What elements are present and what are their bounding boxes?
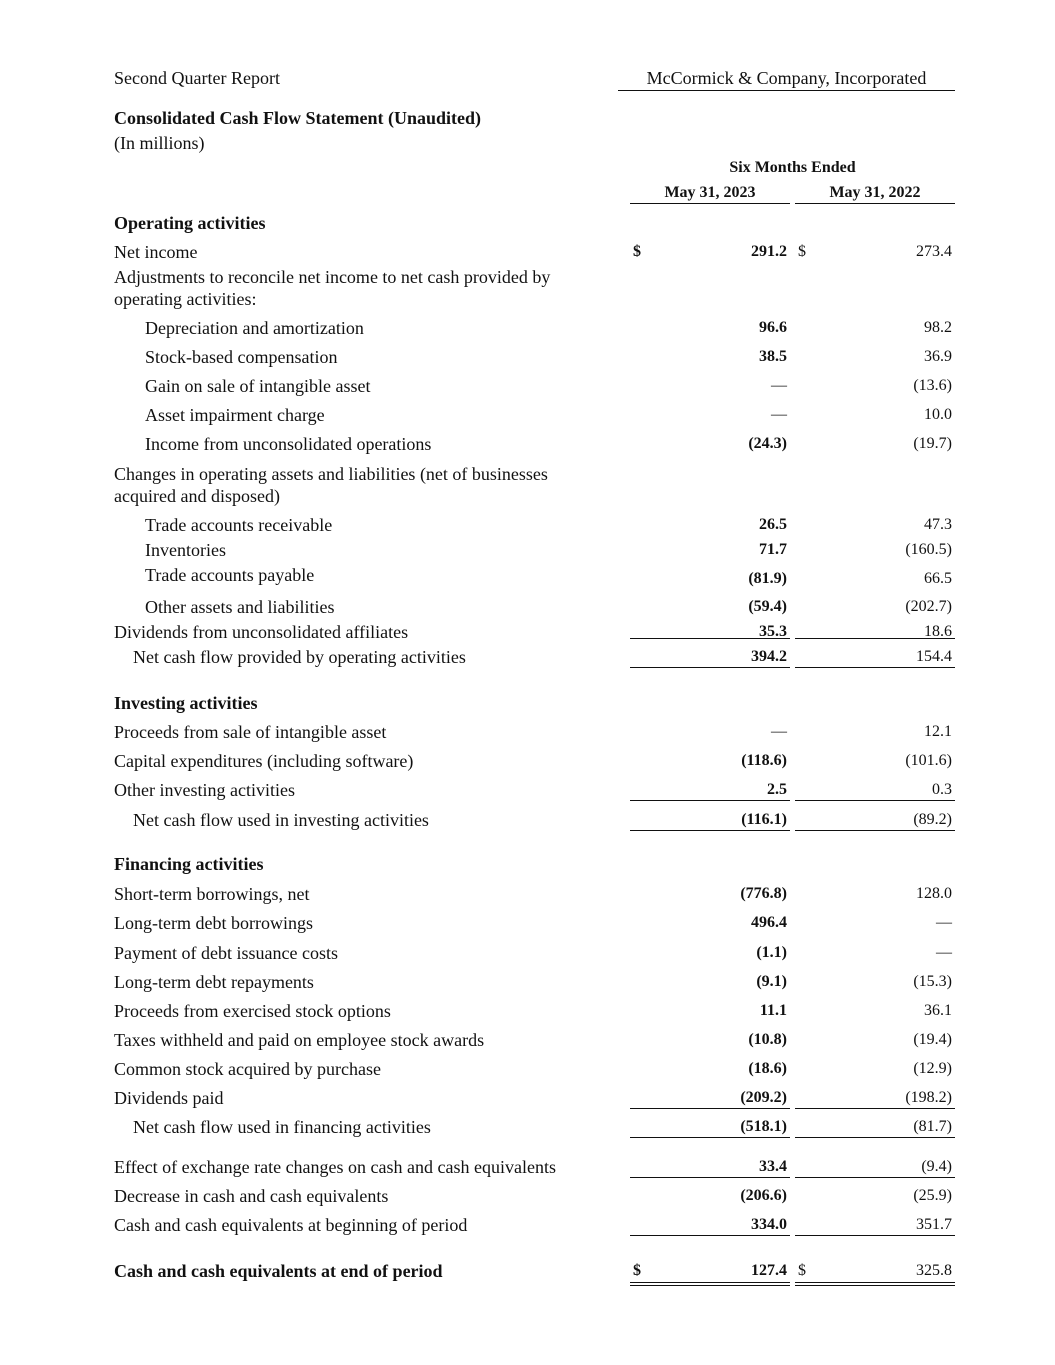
value-2023 — [630, 514, 790, 538]
value-2023 — [630, 375, 790, 399]
amount: (25.9) — [913, 1187, 952, 1204]
value-2022 — [795, 721, 955, 745]
row-label: Common stock acquired by purchase — [114, 1059, 381, 1079]
amount: (13.6) — [913, 377, 952, 394]
row-label: Gain on sale of intangible asset — [145, 376, 371, 396]
amount: 128.0 — [916, 885, 952, 902]
column-header-2023: May 31, 2023 — [630, 184, 790, 204]
value-2023 — [630, 1260, 790, 1286]
value-2022 — [795, 971, 955, 995]
row-stock-options — [0, 1000, 1055, 1024]
statement-title: Consolidated Cash Flow Statement (Unaudited) — [114, 108, 482, 128]
row-changes-heading — [0, 463, 1055, 509]
value-2023 — [630, 1058, 790, 1082]
period-header: Six Months Ended — [729, 159, 856, 176]
amount: (19.4) — [913, 1031, 952, 1048]
row-label: Stock-based compensation — [145, 347, 338, 367]
row-operating-total — [0, 646, 1055, 670]
amount: 66.5 — [924, 570, 952, 587]
row-label: Income from unconsolidated operations — [145, 434, 432, 454]
row-label: Net cash flow used in financing activities — [133, 1117, 431, 1137]
amount: (518.1) — [740, 1118, 787, 1135]
amount: 127.4 — [751, 1262, 787, 1279]
dollar-sign: $ — [798, 243, 806, 260]
amount: 394.2 — [751, 648, 787, 665]
value-2022 — [795, 433, 955, 457]
amount: (118.6) — [741, 752, 787, 769]
row-depreciation — [0, 317, 1055, 341]
value-2022 — [795, 809, 955, 831]
row-label: Inventories — [145, 540, 226, 560]
section-investing — [0, 692, 1055, 716]
row-label: Other assets and liabilities — [145, 597, 335, 617]
row-label: Changes in operating assets and liabilities (net of businesses acquired and disposed) — [114, 464, 548, 506]
row-label: Taxes withheld and paid on employee stock awards — [114, 1030, 485, 1050]
amount: (9.1) — [756, 973, 787, 990]
row-issuance-costs — [0, 942, 1055, 966]
amount: (24.3) — [748, 435, 787, 452]
amount: 18.6 — [924, 623, 952, 640]
amount: 35.3 — [759, 623, 787, 640]
row-label: Decrease in cash and cash equivalents — [114, 1186, 389, 1206]
value-2023 — [630, 809, 790, 831]
row-label: Dividends paid — [114, 1088, 224, 1108]
statement-units: (In millions) — [114, 133, 205, 153]
amount: — — [771, 377, 787, 394]
value-2023 — [630, 1029, 790, 1053]
amount: (81.9) — [748, 570, 787, 587]
value-2023 — [630, 539, 790, 563]
value-2023 — [630, 596, 790, 620]
value-2023 — [630, 721, 790, 745]
section-operating — [0, 212, 1055, 236]
row-label: Net income — [114, 242, 198, 262]
amount: 2.5 — [767, 781, 787, 798]
row-lt-borrowings — [0, 912, 1055, 936]
row-label: Dividends from unconsolidated affiliates — [114, 622, 409, 642]
row-payable — [0, 564, 1055, 588]
amount: 47.3 — [924, 516, 952, 533]
amount: (206.6) — [740, 1187, 787, 1204]
value-2023 — [630, 750, 790, 774]
row-financing-total — [0, 1116, 1055, 1140]
value-2022 — [795, 404, 955, 428]
value-2023 — [630, 1000, 790, 1024]
amount: 334.0 — [751, 1216, 787, 1233]
value-2023 — [630, 241, 790, 265]
value-2023 — [630, 912, 790, 936]
amount: 351.7 — [916, 1216, 952, 1233]
row-label: Payment of debt issuance costs — [114, 943, 338, 963]
amount: (12.9) — [913, 1060, 952, 1077]
value-2022 — [795, 1087, 955, 1109]
value-2023 — [630, 971, 790, 995]
amount: (9.4) — [921, 1158, 952, 1175]
row-label: Effect of exchange rate changes on cash and cash equivalents — [114, 1157, 556, 1177]
section-heading: Financing activities — [114, 854, 264, 874]
row-label: Other investing activities — [114, 780, 295, 800]
amount: 291.2 — [751, 243, 787, 260]
row-label: Net cash flow used in investing activities — [133, 810, 429, 830]
report-header-left: Second Quarter Report — [114, 68, 280, 88]
value-2022 — [795, 1058, 955, 1082]
value-2022 — [795, 779, 955, 801]
amount: 98.2 — [924, 319, 952, 336]
amount: 36.1 — [924, 1002, 952, 1019]
value-2022 — [795, 1260, 955, 1286]
value-2023 — [630, 646, 790, 668]
amount: 10.0 — [924, 406, 952, 423]
row-cash-beginning — [0, 1214, 1055, 1238]
amount: (59.4) — [748, 598, 787, 615]
row-label: Short-term borrowings, net — [114, 884, 310, 904]
row-label: Adjustments to reconcile net income to net cash provided by operating activities: — [114, 267, 551, 309]
row-stock-compensation — [0, 346, 1055, 370]
value-2022 — [795, 646, 955, 668]
value-2022 — [795, 750, 955, 774]
row-cash-end — [0, 1260, 1055, 1284]
dollar-sign: $ — [633, 1262, 641, 1279]
row-adjustments-heading — [0, 266, 1055, 312]
amount: 33.4 — [759, 1158, 787, 1175]
value-2022 — [795, 568, 955, 592]
value-2023 — [630, 404, 790, 428]
amount: (202.7) — [905, 598, 952, 615]
report-header-company: McCormick & Company, Incorporated — [618, 68, 955, 91]
row-label: Depreciation and amortization — [145, 318, 364, 338]
row-fx-effect — [0, 1156, 1055, 1180]
value-2022 — [795, 942, 955, 966]
row-label: Long-term debt borrowings — [114, 913, 313, 933]
amount: (1.1) — [756, 944, 787, 961]
row-label: Capital expenditures (including software) — [114, 751, 414, 771]
row-gain-on-sale — [0, 375, 1055, 399]
value-2023 — [630, 1087, 790, 1109]
amount: (116.1) — [741, 811, 787, 828]
value-2022 — [795, 514, 955, 538]
column-header-2022: May 31, 2022 — [795, 184, 955, 204]
row-investing-total — [0, 809, 1055, 833]
amount: 325.8 — [916, 1262, 952, 1279]
amount: (160.5) — [905, 541, 952, 558]
row-taxes-withheld — [0, 1029, 1055, 1053]
value-2022 — [795, 317, 955, 341]
amount: 496.4 — [751, 914, 787, 931]
amount: (18.6) — [748, 1060, 787, 1077]
row-label: Trade accounts receivable — [145, 515, 333, 535]
amount: 38.5 — [759, 348, 787, 365]
amount: 26.5 — [759, 516, 787, 533]
amount: — — [936, 914, 952, 931]
value-2022 — [795, 1156, 955, 1178]
value-2023 — [630, 883, 790, 907]
value-2023 — [630, 568, 790, 592]
value-2022 — [795, 596, 955, 620]
row-other-assets — [0, 596, 1055, 620]
row-label: Cash and cash equivalents at beginning of period — [114, 1215, 468, 1235]
value-2022 — [795, 346, 955, 370]
amount: (101.6) — [905, 752, 952, 769]
value-2022 — [795, 1000, 955, 1024]
amount: — — [936, 944, 952, 961]
amount: 12.1 — [924, 723, 952, 740]
row-inventories — [0, 539, 1055, 563]
value-2022 — [795, 1214, 955, 1236]
row-impairment — [0, 404, 1055, 428]
amount: 36.9 — [924, 348, 952, 365]
value-2023 — [630, 1156, 790, 1178]
row-label: Cash and cash equivalents at end of period — [114, 1261, 443, 1281]
amount: (15.3) — [913, 973, 952, 990]
row-net-income — [0, 241, 1055, 265]
row-label: Trade accounts payable — [145, 565, 315, 585]
value-2022 — [795, 621, 955, 639]
amount: (776.8) — [740, 885, 787, 902]
row-label: Long-term debt repayments — [114, 972, 314, 992]
value-2023 — [630, 317, 790, 341]
amount: (10.8) — [748, 1031, 787, 1048]
row-unconsolidated-income — [0, 433, 1055, 457]
amount: (19.7) — [913, 435, 952, 452]
amount: — — [771, 406, 787, 423]
value-2022 — [795, 1185, 955, 1209]
dollar-sign: $ — [633, 243, 641, 260]
row-dividends-paid — [0, 1087, 1055, 1111]
value-2022 — [795, 912, 955, 936]
amount: — — [771, 723, 787, 740]
value-2023 — [630, 942, 790, 966]
value-2022 — [795, 539, 955, 563]
value-2023 — [630, 1214, 790, 1236]
value-2022 — [795, 1116, 955, 1138]
value-2022 — [795, 375, 955, 399]
row-dividends-affiliates — [0, 621, 1055, 645]
row-receivable — [0, 514, 1055, 538]
value-2022 — [795, 883, 955, 907]
amount: (209.2) — [740, 1089, 787, 1106]
value-2023 — [630, 1185, 790, 1209]
amount: (198.2) — [905, 1089, 952, 1106]
value-2023 — [630, 621, 790, 639]
value-2022 — [795, 241, 955, 265]
value-2023 — [630, 1116, 790, 1138]
amount: 96.6 — [759, 319, 787, 336]
row-label: Asset impairment charge — [145, 405, 325, 425]
dollar-sign: $ — [798, 1262, 806, 1279]
row-proceeds-sale — [0, 721, 1055, 745]
row-label: Proceeds from exercised stock options — [114, 1001, 391, 1021]
row-other-investing — [0, 779, 1055, 803]
value-2023 — [630, 346, 790, 370]
row-decrease-in-cash — [0, 1185, 1055, 1209]
amount: 273.4 — [916, 243, 952, 260]
amount: (81.7) — [913, 1118, 952, 1135]
section-heading: Operating activities — [114, 213, 266, 233]
section-financing — [0, 853, 1055, 877]
value-2022 — [795, 1029, 955, 1053]
row-stock-purchase — [0, 1058, 1055, 1082]
amount: 0.3 — [932, 781, 952, 798]
amount: 11.1 — [759, 1002, 787, 1019]
value-2023 — [630, 433, 790, 457]
amount: 154.4 — [916, 648, 952, 665]
value-2023 — [630, 779, 790, 801]
row-capex — [0, 750, 1055, 774]
section-heading: Investing activities — [114, 693, 258, 713]
amount: (89.2) — [913, 811, 952, 828]
row-label: Net cash flow provided by operating activities — [133, 647, 466, 667]
row-label: Proceeds from sale of intangible asset — [114, 722, 387, 742]
amount: 71.7 — [759, 541, 787, 558]
row-lt-repayments — [0, 971, 1055, 995]
row-short-term-borrowings — [0, 883, 1055, 907]
